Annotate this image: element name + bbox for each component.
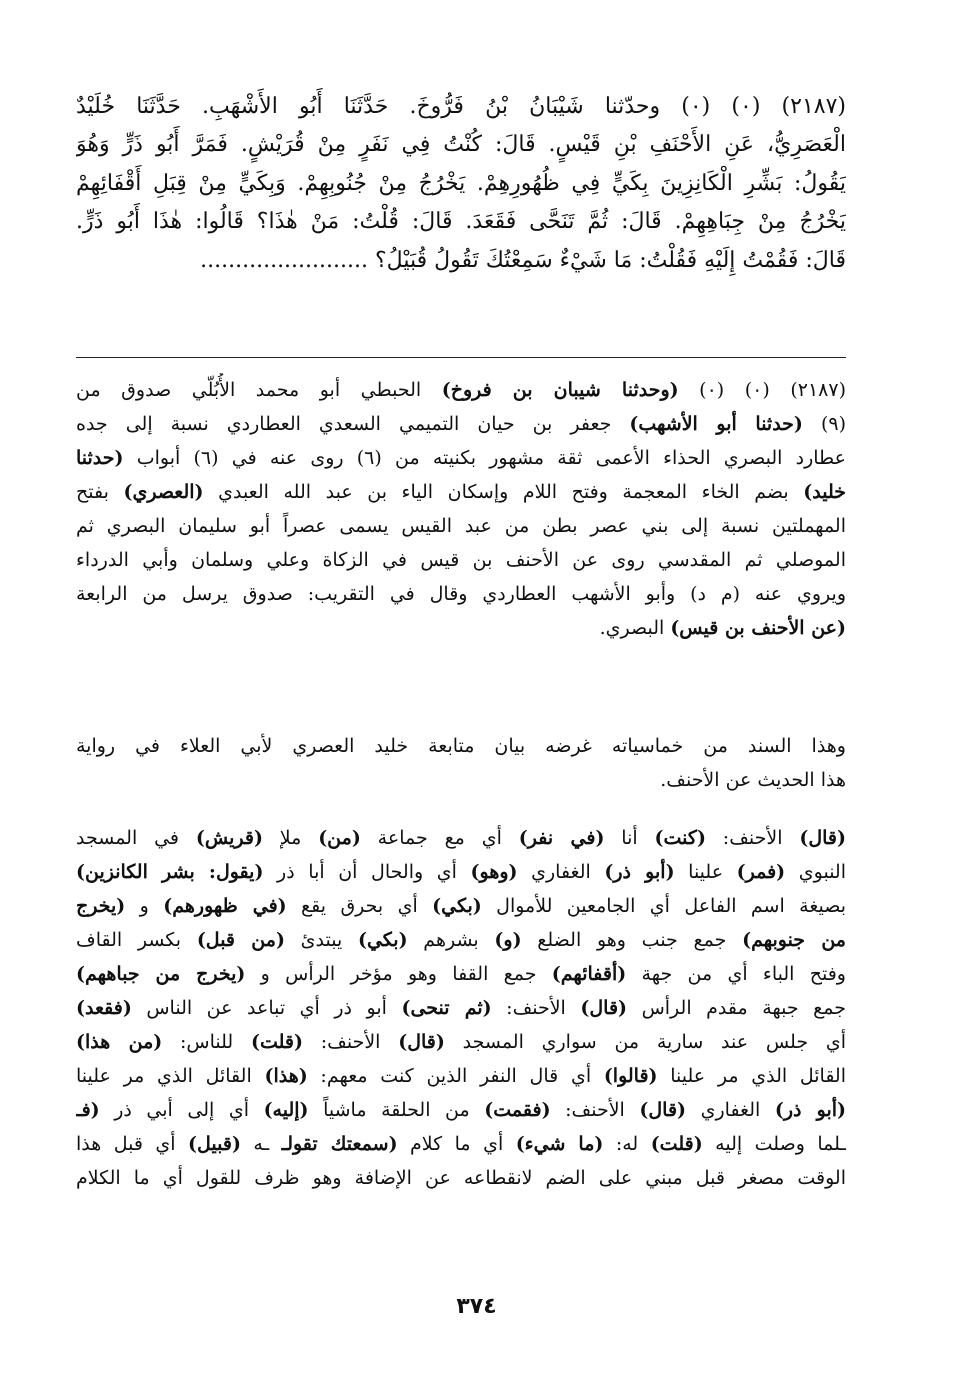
commentary-narrators <box>76 373 846 645</box>
bold-run: (قال) <box>580 997 628 1019</box>
hadith-line-1: (٢١٨٧) (٠) (٠) وحدّثنا شَيْبَانُ بْنُ فَرُّوخَ. حَدَّثَنَا أَبُو الأَشْهَبِ. حَدَّثَنَا خُلَيْدٌ <box>76 94 846 119</box>
bold-run: (قريش) <box>195 827 263 849</box>
hadith-line-5-text: قَالَ: فَقُمْتُ إِلَيْهِ فَقُلْتُ: مَا شَيْءٌ سَمِعْتُكَ تَقُولُ قُبَيْلُ؟ <box>374 247 846 273</box>
hadith-text <box>76 88 846 280</box>
text-run: أي جلس عند سارية من سواري المسجد <box>444 1031 846 1053</box>
bold-run: (أبو ذر) <box>604 861 675 883</box>
bold-run: (بكي) <box>357 929 408 951</box>
bold-run: (قبيل) <box>188 1133 241 1155</box>
text-run: البصري. <box>599 617 671 639</box>
text-run: الأحنف: <box>705 827 800 849</box>
commentary-line <box>76 991 846 1025</box>
commentary-line <box>76 1161 846 1195</box>
commentary-line <box>76 957 846 991</box>
text-run: بصيغة اسم الفاعل أي الجامعين للأموال <box>481 895 846 917</box>
bold-run: (أبو ذر) <box>774 1099 846 1121</box>
bold-run: (حدثنا أبو الأشهب) <box>629 413 803 435</box>
commentary-chain-note <box>76 729 846 797</box>
bold-run: (فمر) <box>736 861 786 883</box>
bold-run: (يخرج من جباههم) <box>76 963 246 985</box>
text-run: أنا <box>604 827 655 849</box>
text-run: في المسجد <box>76 827 196 849</box>
text-run: بشرهم <box>407 929 495 951</box>
bold-run: (أقفائهم) <box>551 963 627 985</box>
text-run: ـلما وصلت إليه <box>702 1133 846 1155</box>
bold-run: (عن الأحنف بن قيس) <box>670 617 846 639</box>
text-run: يبتدئ <box>284 929 358 951</box>
text-run: جمع جنب وهو الضلع <box>521 929 743 951</box>
bold-run: (سمعتك تقولـ <box>281 1133 398 1155</box>
commentary-line <box>76 1025 846 1059</box>
text-run: جمع جبهة مقدم الرأس <box>627 997 846 1019</box>
text-run: الأحنف: <box>491 997 581 1019</box>
text-run: و <box>125 895 164 917</box>
text-run: النبوي <box>785 861 846 883</box>
commentary-line <box>76 611 846 645</box>
bold-run: (قلت) <box>650 1133 703 1155</box>
commentary-line: الموصلي ثم المقدسي روى عن الأحنف بن قيس في الزكاة وعلي وسلمان وأبي الدرداء <box>76 549 846 571</box>
footnote-divider <box>76 357 846 358</box>
bold-run: من جنوبهم) <box>742 929 846 951</box>
bold-run: (قالوا) <box>603 1065 658 1087</box>
text-run: له: <box>603 1133 651 1155</box>
commentary-line: ويروي عنه (م د) وأبو الأشهب العطاردي وقال في التقريب: صدوق يرسل من الرابعة <box>76 583 846 605</box>
text-run: بكسر القاف <box>76 929 197 951</box>
bold-run: (في ظهورهم) <box>163 895 287 917</box>
text-run: بضم الخاء المعجمة وفتح اللام وإسكان الياء بن عبد الله العبدي <box>203 481 804 503</box>
bold-run: (فقمت) <box>484 1099 551 1121</box>
text-run: الغفاري <box>686 1099 775 1121</box>
hadith-line-4: يَخْرُجُ مِنْ جِبَاهِهِمْ. قَالَ: ثُمَّ تَنَحَّى فَقَعَدَ. قَالَ: قُلْتُ: مَنْ هٰذَا؟ قَالُوا: هٰذَا أَبُو ذَرٍّ. <box>76 209 846 235</box>
bold-run: (قال) <box>639 1099 687 1121</box>
text-run: أي بحرق يقع <box>286 895 433 917</box>
commentary-line <box>76 923 846 957</box>
text-run: القائل الذي مر علينا <box>657 1065 846 1087</box>
bold-run: (من هذا) <box>76 1031 163 1053</box>
bold-run: (يقول: بشر الكانزين) <box>76 861 264 883</box>
commentary-line <box>76 373 846 407</box>
bold-run: (قلت) <box>250 1031 303 1053</box>
bold-run: (كنت) <box>654 827 706 849</box>
commentary-line: المهملتين نسبة إلى بني عصر بطن من عبد القيس يسمى عصراً أبو سليمان البصري ثم <box>76 515 846 537</box>
bold-run: خليد) <box>803 481 846 503</box>
hadith-line-2: الْعَصَرِيُّ، عَنِ الأَحْنَفِ بْنِ قَيْسٍ. قَالَ: كُنْتُ فِي نَفَرٍ مِنْ قُرَيْشٍ. فَمَرَّ أَبُو ذَرٍّ وَهُوَ <box>76 132 846 158</box>
text-run: وفتح الباء أي من جهة <box>626 963 846 985</box>
bold-run: (يخرج <box>76 895 126 917</box>
bold-run: (من قبل) <box>196 929 285 951</box>
bold-run: (هذا) <box>264 1065 308 1087</box>
text-run: (٩) <box>802 413 846 435</box>
commentary-line <box>76 821 846 855</box>
bold-run: (العصري) <box>123 481 204 503</box>
text-run: أي والحال أن أبا ذر <box>263 861 471 883</box>
text-run: أي مع جماعة <box>360 827 519 849</box>
text-run: القائل الذي مر علينا <box>76 1065 265 1087</box>
commentary-line: هذا الحديث عن الأحنف. <box>660 769 846 791</box>
text-run: جعفر بن حيان التميمي السعدي العطاردي نسبة إلى جده <box>76 413 630 435</box>
bold-run: (من) <box>318 827 361 849</box>
text-run: عطارد البصري الحذاء الأعمى ثقة مشهور بكنيته من (٦) روى عنه في (٦) أبواب <box>123 447 846 469</box>
page-number: ٣٧٤ <box>456 1294 497 1319</box>
bold-run: (و) <box>494 929 522 951</box>
text-run: أي ما كلام <box>397 1133 516 1155</box>
bold-run: (قال) <box>799 827 846 849</box>
commentary-line <box>76 889 846 923</box>
hadith-line-3: يَقُولُ: بَشِّرِ الْكَانِزِينَ بِكَيٍّ فِي ظُهُورِهِمْ. يَخْرُجُ مِنْ جُنُوبِهِمْ. وَبِكَيٍّ مِنْ قِبَلِ أَقْفَائِهِمْ <box>76 170 846 196</box>
bold-run: (ثم تنحى) <box>401 997 492 1019</box>
text-run: أي قال النفر الذين كنت معهم: <box>307 1065 604 1087</box>
text-run: من الحلقة ماشياً <box>308 1099 485 1121</box>
commentary-line <box>76 1093 846 1127</box>
text-run: جمع القفا وهو مؤخر الرأس و <box>245 963 552 985</box>
bold-run: (إليه) <box>263 1099 309 1121</box>
commentary-line: وهذا السند من خماسياته غرضه بيان متابعة خليد العصري لأبي العلاء في رواية <box>76 735 846 757</box>
commentary-line <box>76 1059 846 1093</box>
text-run: الأحنف: <box>550 1099 640 1121</box>
text-run: أي قبل هذا <box>76 1133 189 1155</box>
hadith-dots: ........................ <box>200 247 368 273</box>
text-run: الغفاري <box>517 861 605 883</box>
text-run: الأحنف: <box>303 1031 399 1053</box>
commentary-line <box>76 1127 846 1161</box>
text-run: بفتح <box>76 481 124 503</box>
commentary-line <box>76 407 846 441</box>
commentary-line <box>76 475 846 509</box>
commentary-line <box>76 441 846 475</box>
text-run: الوقت مصغر قبل مبني على الضم لانقطاعه عن الإضافة وهو ظرف للقول أي ما الكلام <box>76 1167 846 1189</box>
text-run: أي إلى أبي ذر <box>99 1099 264 1121</box>
bold-run: (قال) <box>398 1031 445 1053</box>
text-run: علينا <box>674 861 737 883</box>
text-run: أبو ذر أي تباعد عن الناس <box>131 997 402 1019</box>
bold-run: (وهو) <box>470 861 518 883</box>
text-run: ملإ <box>262 827 319 849</box>
bold-run: (بكي) <box>432 895 482 917</box>
text-run: (٢١٨٧) (٠) (٠) <box>678 379 846 401</box>
text-run: للناس: <box>162 1031 251 1053</box>
text-run: الحبطي أبو محمد الأُبُلّي صدوق من <box>76 379 442 401</box>
hadith-line-5 <box>76 242 846 280</box>
commentary-explanation <box>76 821 846 1195</box>
bold-run: (حدثنا <box>76 447 124 469</box>
text-run: ـه <box>240 1133 282 1155</box>
bold-run: (وحدثنا شيبان بن فروخ) <box>441 379 679 401</box>
bold-run: (في نفر) <box>518 827 605 849</box>
bold-run: (ما شيء) <box>515 1133 604 1155</box>
bold-run: (فـ <box>76 1099 100 1121</box>
commentary-line <box>76 855 846 889</box>
bold-run: (فقعد) <box>76 997 132 1019</box>
